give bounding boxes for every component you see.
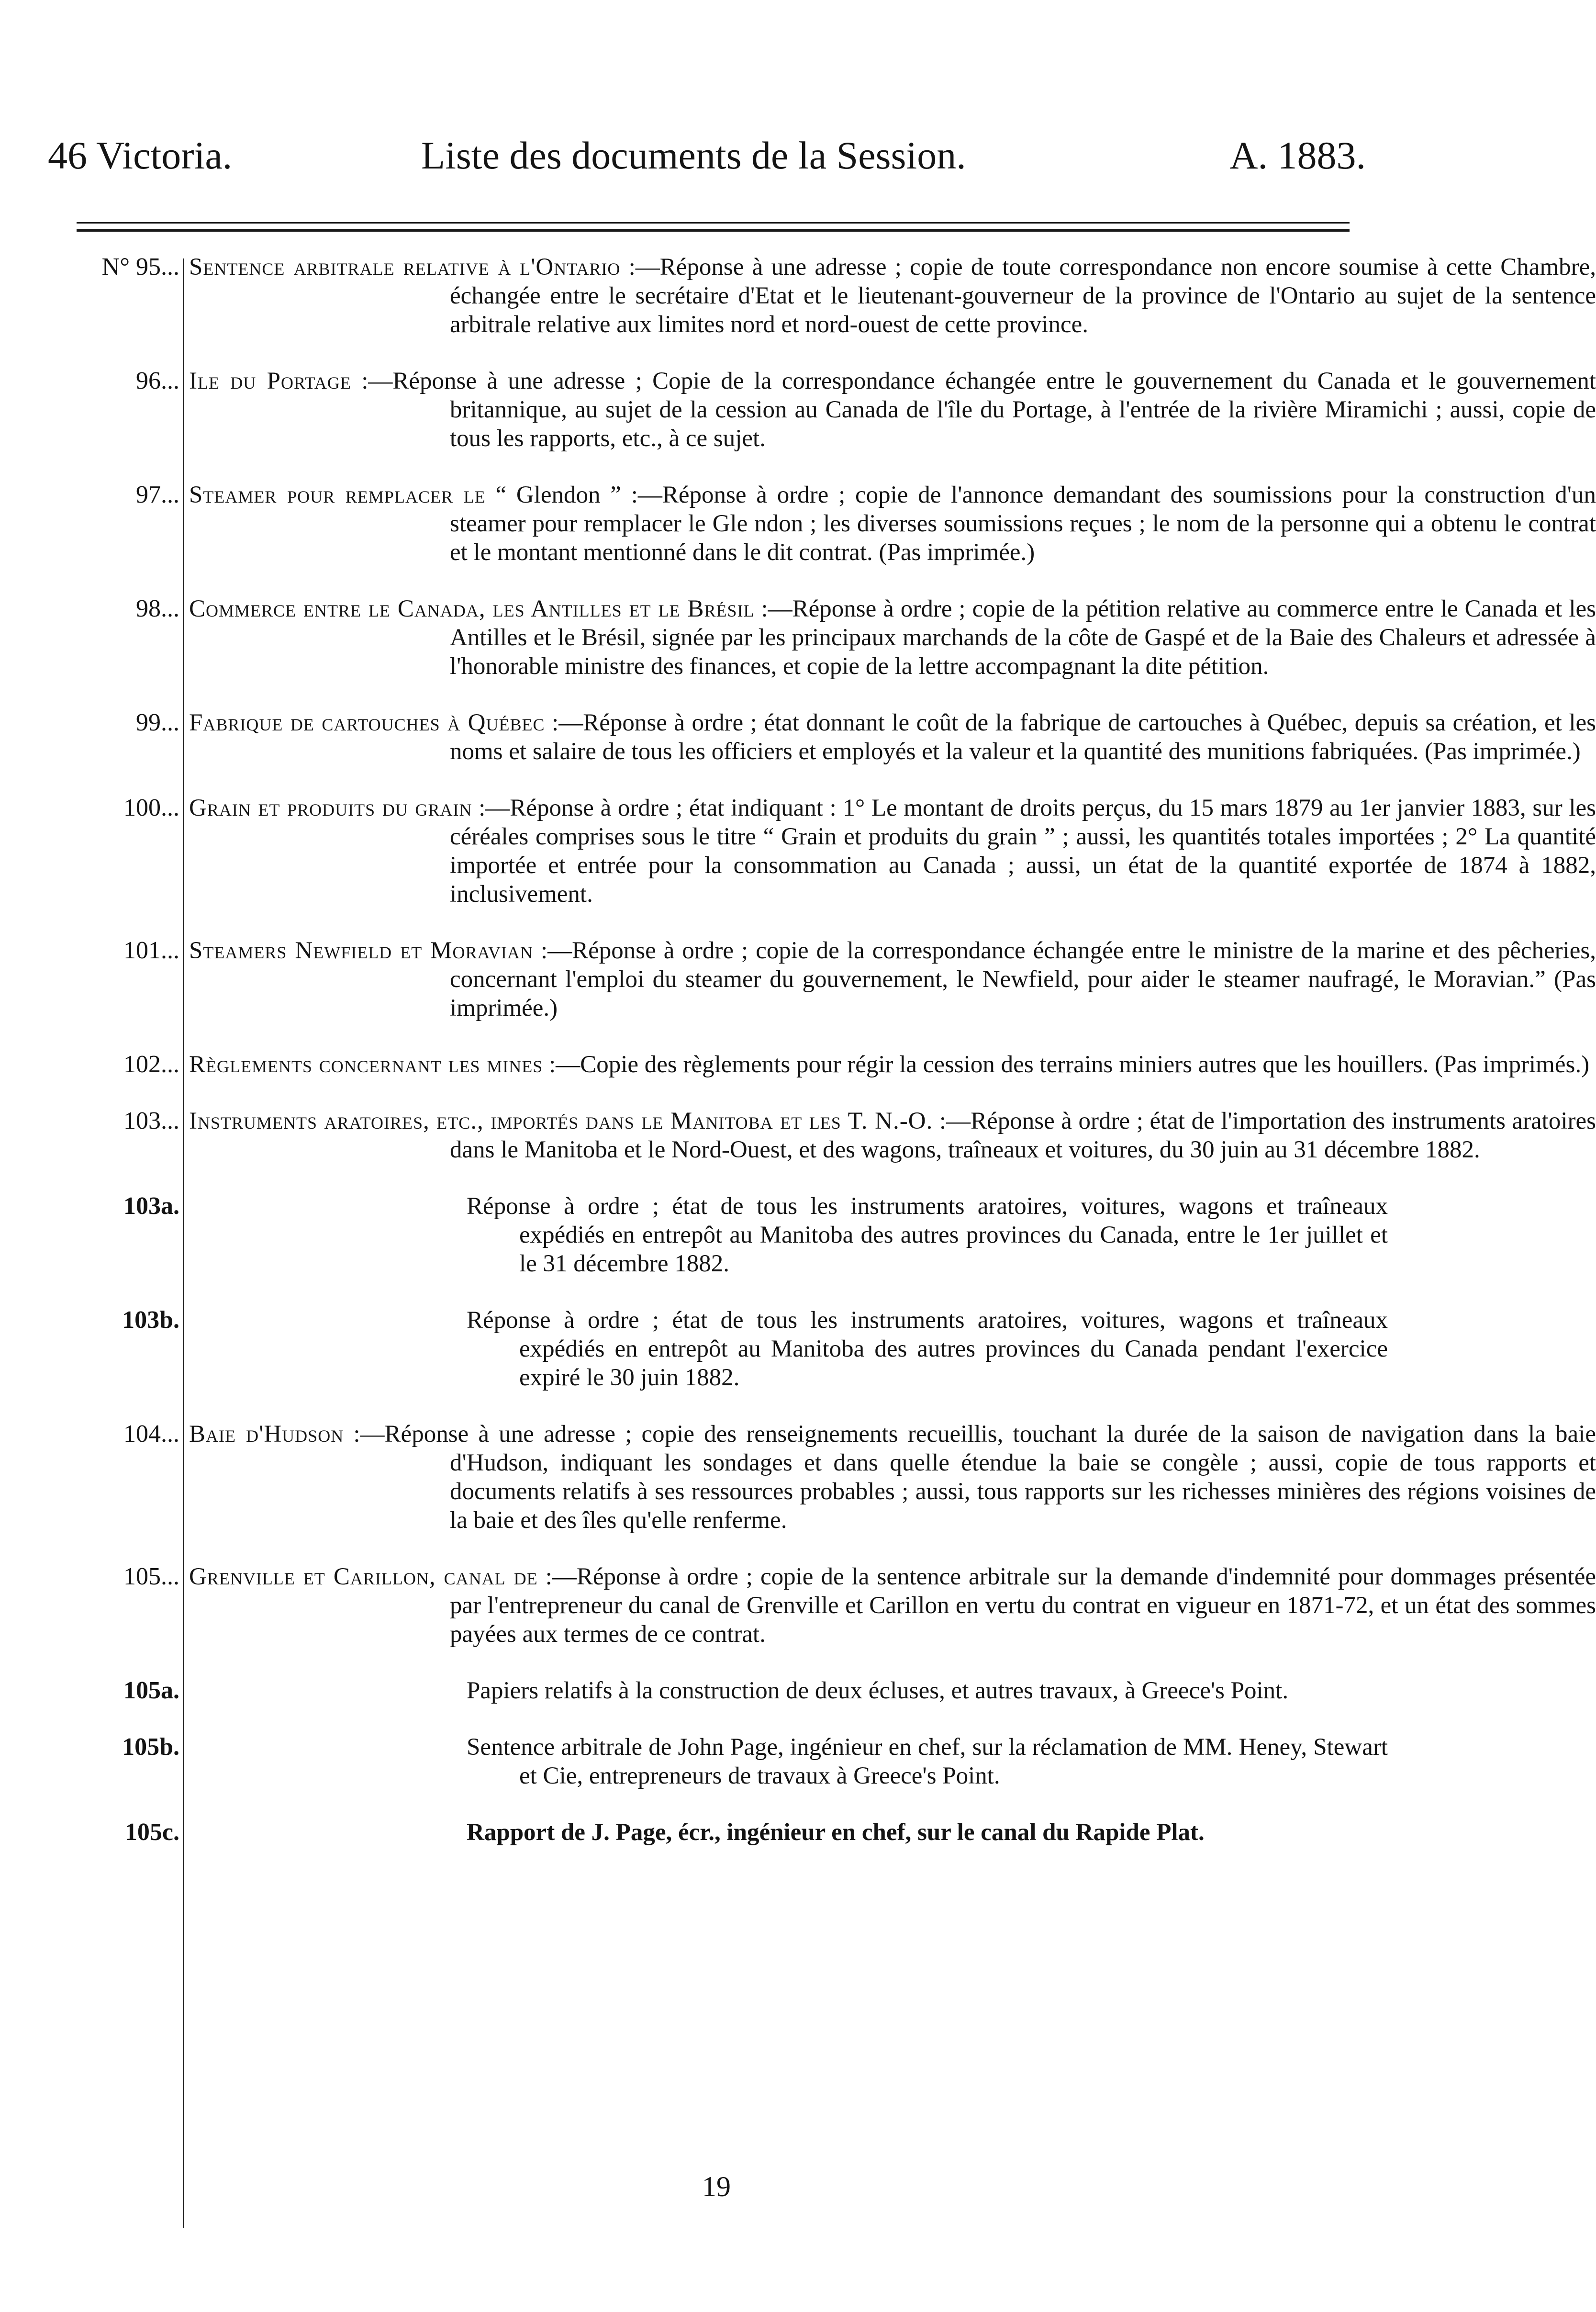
list-item [0, 1107, 1596, 1164]
document-number: 96... [136, 367, 179, 394]
header-title: Liste des documents de la Session. [421, 134, 966, 177]
list-item [0, 1420, 1596, 1535]
header-rule-bottom [77, 229, 1350, 232]
document-number: 100... [123, 794, 179, 821]
list-item [0, 253, 1596, 339]
header-rule-top [77, 222, 1350, 224]
entry-heading: Grain et produits du grain [189, 795, 472, 821]
header-session: 46 Victoria. [48, 134, 233, 177]
entry-heading: Sentence arbitrale relative à l'Ontario [189, 254, 621, 281]
list-item [0, 936, 1596, 1022]
list-item [0, 367, 1596, 453]
document-number: N° 95... [101, 253, 179, 281]
entry-text [189, 367, 1596, 453]
document-number: 98... [136, 595, 179, 622]
list-item [0, 1733, 1423, 1790]
list-item [0, 708, 1596, 766]
list-item [0, 1562, 1596, 1649]
document-number: 103b. [122, 1306, 179, 1334]
document-number: 101... [123, 937, 179, 964]
list-item [0, 794, 1596, 909]
entry-heading: Grenville et Carillon, canal de [189, 1563, 538, 1590]
page-footer [0, 2167, 1423, 2206]
entry-body: :—Copie des règlements pour régir la cession des terrains miniers autres que les houillers. (Pas imprimés.) [543, 1051, 1590, 1078]
page-number: 19 [702, 2171, 731, 2202]
list-item [0, 595, 1596, 681]
entry-text: Papiers relatifs à la construction de deux écluses, et autres travaux, à Greece's Point. [467, 1677, 1289, 1704]
entry-text [189, 481, 1596, 567]
document-number: 105a. [123, 1677, 179, 1704]
entry-heading: Règlements concernant les mines [189, 1051, 543, 1078]
header-year: A. 1883. [1229, 134, 1366, 177]
document-list [0, 253, 1596, 1874]
entry-body: :—Réponse à ordre ; copie de la pétition relative au commerce entre le Canada et les Antilles et le Brésil, signée par les principaux marchands de la côte de Gaspé et de la Baie des Chaleurs et adressée à l'honorable ministre des finances, et copie de la lettre accompagnant la dite pétition. [450, 595, 1596, 680]
entry-text [189, 936, 1596, 1022]
entry-text: Rapport de J. Page, écr., ingénieur en chef, sur le canal du Rapide Plat. [467, 1819, 1205, 1846]
entry-body: :—Réponse à une adresse ; Copie de la correspondance échangée entre le gouvernement du Canada et le gouvernement britannique, au sujet de la cession au Canada de l'île du Portage, à l'entrée de la rivière Miramichi ; aussi, copie de tous les rapports, etc., à ce sujet. [351, 368, 1596, 452]
entry-text: Réponse à ordre ; état de tous les instruments aratoires, voitures, wagons et traîneaux expédiés en entrepôt au Manitoba des autres provinces du Canada pendant l'exercice expiré le 30 juin 1882. [467, 1307, 1388, 1391]
entry-body: “ Glendon ” :—Réponse à ordre ; copie de l'annonce demandant des soumissions pour la construction d'un steamer pour remplacer le Gle ndon ; les diverses soumissions reçues ; le nom de la personne qui a obtenu le contrat et le montant mentionné dans le dit contrat. (Pas imprimée.) [450, 482, 1596, 566]
entry-body: :—Réponse à ordre ; copie de la sentence arbitrale sur la demande d'indemnité pour dommages présentée par l'entrepreneur du canal de Grenville et Carillon en vertu du contrat en vigueur en 1871-72, et un état des sommes payées aux termes de ce contrat. [450, 1563, 1596, 1648]
list-item [0, 1050, 1590, 1079]
entry-heading: Ile du Portage [189, 368, 351, 394]
entry-heading: Baie d'Hudson [189, 1421, 344, 1448]
entry-body: :—Réponse à une adresse ; copie de toute correspondance non encore soumise à cette Chambre, échangée entre le secrétaire d'Etat et le lieutenant-gouverneur de la province de l'Ontario au sujet de la sentence arbitrale relative aux limites nord et nord-ouest de cette province. [450, 254, 1596, 338]
entry-text [189, 595, 1596, 681]
list-item [0, 1818, 1423, 1847]
list-item [0, 1192, 1423, 1278]
entry-body: :—Réponse à une adresse ; copie des renseignements recueillis, touchant la durée de la saison de navigation dans la baie d'Hudson, indiquant les sondages et dans quelle étendue la baie se congèle ; aussi, copie de tous rapports et documents relatifs à ses ressources probables ; aussi, tous rapports sur les richesses minières des régions voisines de la baie et des îles qu'elle renferme. [344, 1421, 1596, 1534]
entry-text: Sentence arbitrale de John Page, ingénieur en chef, sur la réclamation de MM. Heney, Stewart et Cie, entrepreneurs de travaux à Greece's Point. [467, 1734, 1388, 1789]
entry-body: :—Réponse à ordre ; copie de la correspondance échangée entre le ministre de la marine et des pêcheries, concernant l'emploi du steamer du gouvernement, le Newfield, pour aider le steamer naufragé, le Moravian.” (Pas imprimée.) [450, 937, 1596, 1021]
document-number: 99... [136, 709, 179, 736]
entry-text [189, 1050, 1596, 1079]
document-number: 102... [123, 1051, 179, 1078]
list-item [0, 481, 1596, 567]
document-number: 105... [123, 1563, 179, 1590]
entry-heading: Steamer pour remplacer le [189, 482, 486, 508]
entry-text [189, 1420, 1596, 1535]
document-number: 103a. [123, 1192, 179, 1220]
entry-body: :—Réponse à ordre ; état indiquant : 1° Le montant de droits perçus, du 15 mars 1879 au 1er janvier 1883, sur les céréales comprises sous le titre “ Grain et produits du grain ” ; aussi, les quantités totales importées ; 2° La quantité importée et entrée pour la consommation au Canada ; aussi, un état de la quantité exportée de 1874 à 1882, inclusivement. [450, 795, 1596, 908]
running-header [29, 129, 1395, 182]
entry-heading: Commerce entre le Canada, les Antilles et le Brésil [189, 595, 755, 622]
entry-text [189, 253, 1596, 339]
entry-heading: Steamers Newfield et Moravian [189, 937, 533, 964]
entry-text [189, 794, 1596, 909]
entry-text [189, 1562, 1596, 1649]
document-number: 103... [123, 1107, 179, 1134]
list-item [0, 1676, 1423, 1705]
entry-heading: Fabrique de cartouches à Québec [189, 709, 545, 736]
entry-text [189, 1107, 1596, 1164]
document-number: 97... [136, 481, 179, 508]
list-item [0, 1306, 1423, 1392]
entry-body: :—Réponse à ordre ; état de l'importation des instruments aratoires dans le Manitoba et le Nord-Ouest, et des wagons, traîneaux et voitures, du 30 juin au 31 décembre 1882. [450, 1108, 1596, 1163]
document-number: 105b. [122, 1733, 179, 1761]
entry-text: Réponse à ordre ; état de tous les instruments aratoires, voitures, wagons et traîneaux expédiés en entrepôt au Manitoba des autres provinces du Canada, entre le 1er juillet et le 31 décembre 1882. [467, 1193, 1388, 1277]
entry-text [189, 708, 1596, 766]
entry-body: :—Réponse à ordre ; état donnant le coût de la fabrique de cartouches à Québec, depuis sa création, et les noms et salaire de tous les officiers et employés et la valeur et la quantité des munitions fabriquées. (Pas imprimée.) [450, 709, 1596, 765]
document-number: 104... [123, 1420, 179, 1448]
entry-heading: Instruments aratoires, etc., importés dans le Manitoba et les T. N.-O. [189, 1108, 933, 1134]
document-number: 105c. [124, 1818, 179, 1846]
